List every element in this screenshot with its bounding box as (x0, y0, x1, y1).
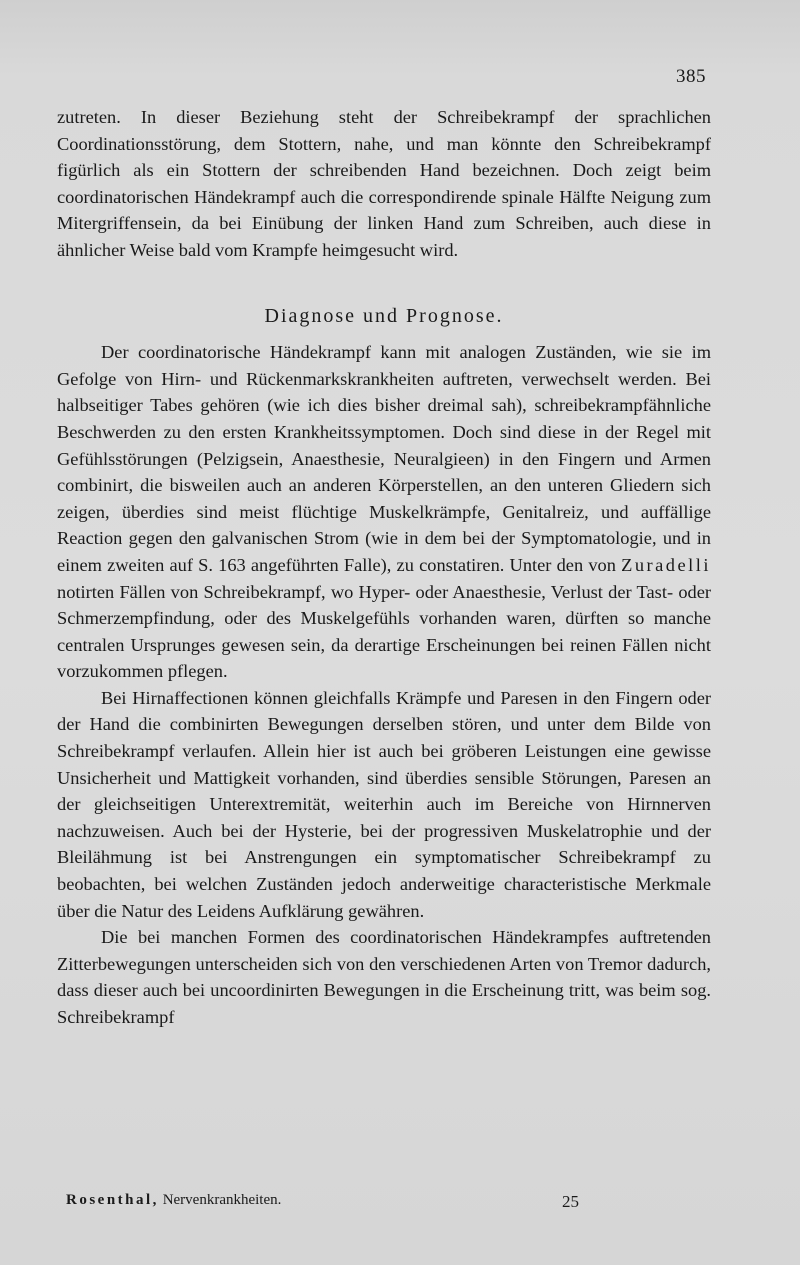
paragraph-brain-affections: Bei Hirnaffectionen können gleichfalls Krämpfe und Paresen in den Fingern oder der Hand die combinirten Bewegungen derselben stören, und unter dem Bilde von Schreibekrampf verlaufen. Allein hier ist auch bei gröberen Leistungen eine gewisse Unsicherheit und Mattigkeit vorhanden, sind überdies sensible Störungen, Paresen an der gleichseitigen Unterextremität, weiterhin auch im Bereiche von Hirnnerven nachzuweisen. Auch bei der Hysterie, bei der progressiven Muskelatrophie und der Bleilähmung ist bei Anstrengungen ein symptomatischer Schreibekrampf zu beobachten, bei welchen Zuständen jedoch anderweitige characteristische Merkmale über die Natur des Leidens Aufklärung gewähren. (57, 687, 711, 921)
paragraph-continued: zutreten. In dieser Beziehung steht der Schreibekrampf der sprachlichen Coordinationsstörung, dem Stottern, nahe, und man könnte den Schreibekrampf figürlich als ein Stottern der schreibenden Hand bezeichnen. Doch zeigt beim coordinatorischen Händekrampf auch die correspondirende spinale Hälfte Neigung zum Mitergriffensein, da bei Einübung der linken Hand zum Schreiben, auch diese in ähnlicher Weise bald vom Krampfe heimgesucht wird. (57, 107, 711, 260)
page-footer (66, 1192, 706, 1216)
footer-author: Rosenthal, (66, 1192, 159, 1208)
footer-title: Nervenkrankheiten. (162, 1192, 282, 1208)
author-name-zuradelli: Zuradelli (621, 554, 711, 575)
paragraph-tremor: Die bei manchen Formen des coordinatorischen Händekrampfes auftretenden Zitterbewegungen unterscheiden sich von den verschiedenen Arten von Tremor dadurch, dass dieser auch bei uncoordinirten Bewegungen in die Erscheinung tritt, was beim sog. Schreibekrampf (57, 927, 711, 1027)
footer-source (66, 1192, 281, 1209)
sheet-signature: 25 (562, 1192, 579, 1211)
paragraph-diagnosis (57, 339, 711, 685)
paragraph-text-before-name: Der coordinatorische Händekrampf kann mit analogen Zuständen, wie sie im Gefolge von Hirn- und Rückenmarkskrankheiten auftreten, verwechselt werden. Bei halbseitiger Tabes gehören (wie ich dies bisher dreimal sah), schreibekrampfähnliche Beschwerden zu den ersten Krankheitssymptomen. Doch sind diese in der Regel mit Gefühlsstörungen (Pelzigsein, Anaesthesie, Neuralgieen) in den Fingern und Armen combinirt, die bisweilen auch an anderen Körperstellen, an den unteren Gliedern sich zeigen, überdies sind meist flüchtige Muskelkrämpfe, Genitalreiz, und auffällige Reaction gegen den galvanischen Strom (wie in dem bei der Symptomatologie, und in einem zweiten auf S. 163 angeführten Falle), zu constatiren. Unter den von (57, 342, 711, 575)
paragraph-text-after-name: notirten Fällen von Schreibekrampf, wo Hyper- oder Anaesthesie, Verlust der Tast- oder Schmerzempfindung, oder des Muskelgefühls vorhanden waren, dürften so manche centralen Ursprunges gewesen sein, da derartige Erscheinungen bei reinen Fällen nicht vorzukommen pflegen. (57, 581, 711, 682)
section-heading: Diagnose und Prognose. (264, 304, 504, 327)
page-number: 385 (676, 66, 706, 87)
body-text (57, 104, 711, 1031)
